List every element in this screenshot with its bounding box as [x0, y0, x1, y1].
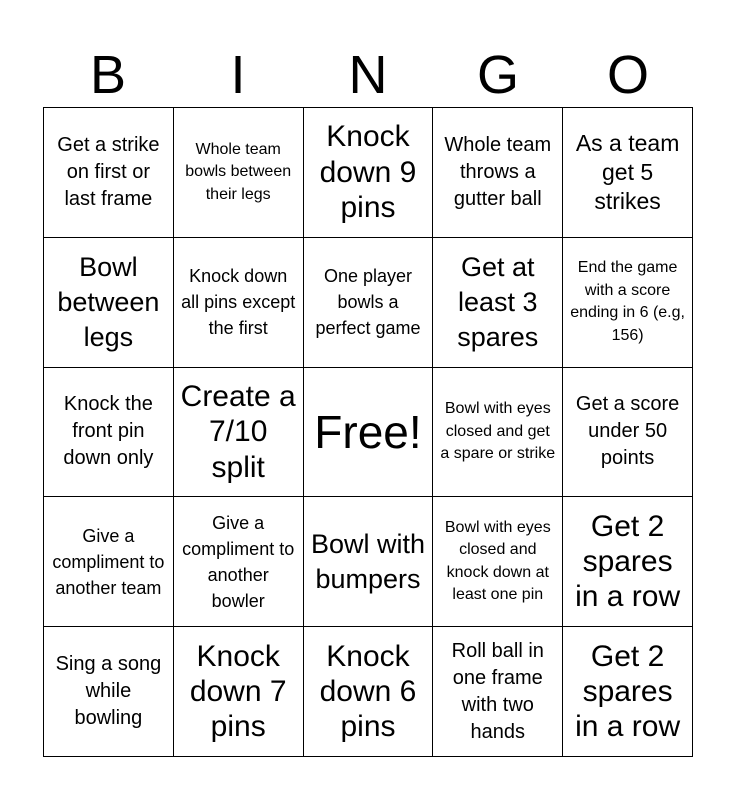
cell-text: Get at least 3 spares	[457, 251, 539, 352]
bingo-cell-r3c5[interactable]	[563, 368, 693, 498]
cell-text: Knock down 7 pins	[189, 639, 287, 744]
bingo-cell-r2c2[interactable]	[174, 238, 304, 368]
cell-text: Knock the front pin down only	[63, 393, 154, 470]
bingo-cell-r4c4[interactable]	[433, 497, 563, 627]
cell-text: Get 2 spares in a row	[575, 639, 681, 744]
header-letter-n: N	[348, 45, 388, 105]
header-letter-i: I	[230, 45, 246, 105]
cell-text: Sing a song while bowling	[55, 653, 162, 730]
bingo-cell-r1c4[interactable]	[433, 108, 563, 238]
cell-text: Get a score under 50 points	[575, 393, 680, 470]
cell-text: As a team get 5 strikes	[575, 130, 680, 214]
cell-text: Get 2 spares in a row	[575, 509, 681, 614]
bingo-cell-r5c3[interactable]	[304, 627, 434, 757]
bingo-cell-r1c5[interactable]	[563, 108, 693, 238]
bingo-cell-r2c1[interactable]	[44, 238, 174, 368]
cell-text: Give a compliment to another bowler	[182, 512, 295, 611]
bingo-cell-r5c4[interactable]	[433, 627, 563, 757]
cell-text: Whole team throws a gutter ball	[444, 133, 552, 210]
bingo-cell-r5c5[interactable]	[563, 627, 693, 757]
cell-text: Knock down 9 pins	[319, 120, 417, 225]
bingo-cell-r3c4[interactable]	[433, 368, 563, 498]
cell-text: Knock down all pins except the first	[181, 266, 296, 339]
bingo-cell-r5c1[interactable]	[44, 627, 174, 757]
bingo-cell-r4c2[interactable]	[174, 497, 304, 627]
bingo-header	[43, 44, 693, 106]
bingo-cell-r4c5[interactable]	[563, 497, 693, 627]
cell-text: Bowl with eyes closed and knock down at least one pin	[444, 519, 551, 604]
cell-text: Bowl between legs	[57, 251, 160, 352]
cell-text: Whole team bowls between their legs	[185, 140, 292, 203]
header-letter-g: G	[476, 45, 519, 105]
cell-text: End the game with a score ending in 6 (e.g, 156)	[570, 259, 685, 344]
cell-text: Give a compliment to another team	[52, 525, 165, 598]
header-letter-o: O	[606, 45, 649, 105]
free-space-text: Free!	[314, 405, 422, 458]
bingo-cell-r3c1[interactable]	[44, 368, 174, 498]
bingo-cell-free[interactable]	[304, 368, 434, 498]
cell-text: Get a strike on first or last frame	[57, 133, 160, 210]
bingo-cell-r2c4[interactable]	[433, 238, 563, 368]
bingo-cell-r1c2[interactable]	[174, 108, 304, 238]
cell-text: Create a 7/10 split	[180, 379, 296, 484]
cell-text: Bowl with bumpers	[310, 528, 426, 594]
bingo-cell-r5c2[interactable]	[174, 627, 304, 757]
bingo-cell-r1c1[interactable]	[44, 108, 174, 238]
cell-text: One player bowls a perfect game	[315, 266, 421, 339]
bingo-cell-r1c3[interactable]	[304, 108, 434, 238]
bingo-cell-r4c3[interactable]	[304, 497, 434, 627]
bingo-cell-r4c1[interactable]	[44, 497, 174, 627]
bingo-cell-r2c3[interactable]	[304, 238, 434, 368]
bingo-cell-r2c5[interactable]	[563, 238, 693, 368]
header-letter-b: B	[89, 45, 127, 105]
cell-text: Roll ball in one frame with two hands	[451, 639, 544, 743]
bingo-cell-r3c2[interactable]	[174, 368, 304, 498]
cell-text: Bowl with eyes closed and get a spare or strike	[440, 400, 556, 463]
bingo-board	[43, 107, 693, 757]
cell-text: Knock down 6 pins	[319, 639, 417, 744]
